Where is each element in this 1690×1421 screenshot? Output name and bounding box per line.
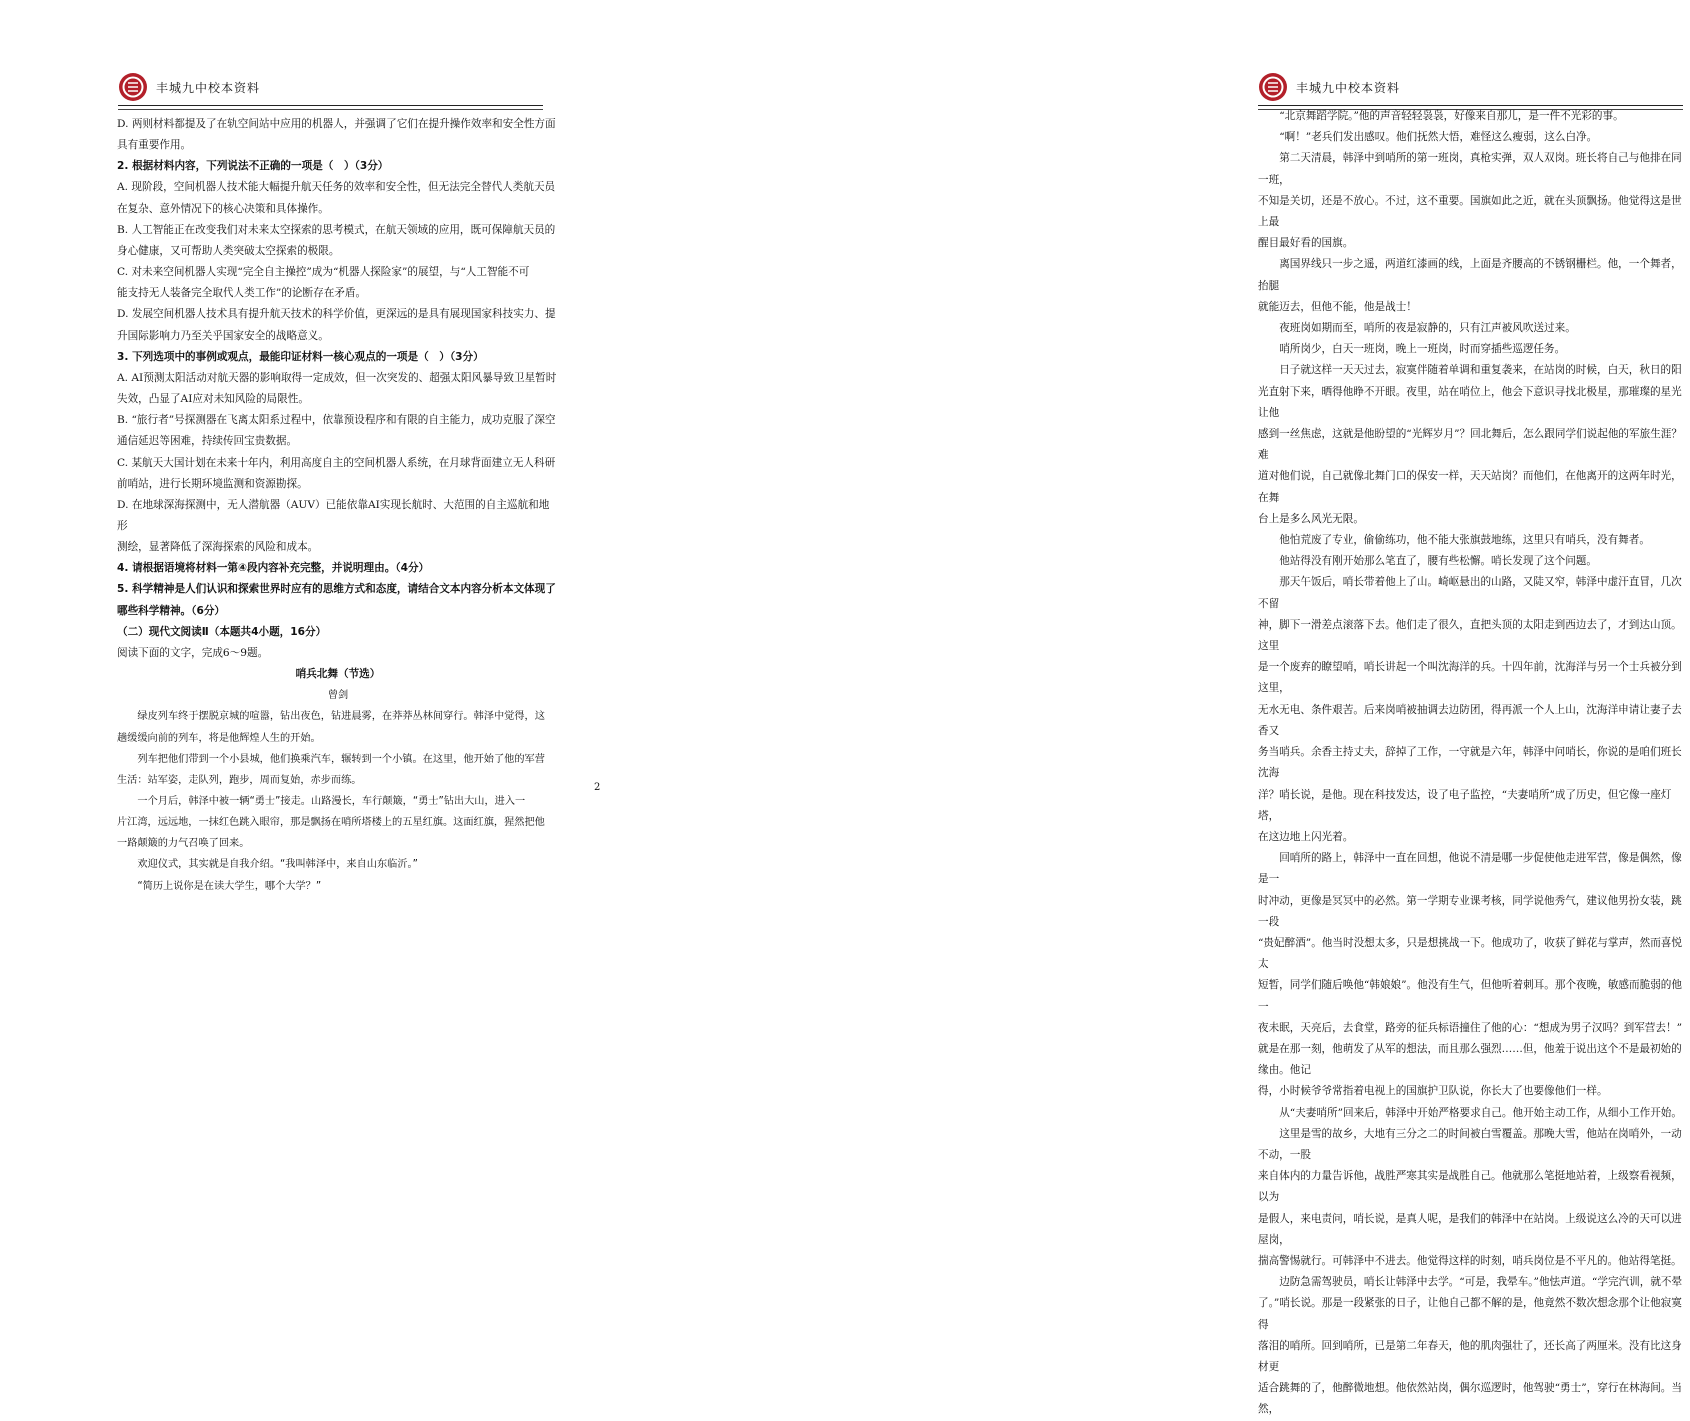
text-line: C. 某航天大国计划在未来十年内，利用高度自主的空间机器人系统，在月球背面建立无人科研 [117,456,556,469]
text-line: 就能迈去，但他不能，他是战士！ [1258,300,1417,313]
text-line: C. 对未来空间机器人实现“完全自主操控”成为“机器人探险家”的展望，与“人工智能不可 [117,266,530,279]
text-line: 测绘，显著降低了深海探索的风险和成本。 [117,541,319,554]
text-line: 感到一丝焦虑，这就是他盼望的“光辉岁月”？回北舞后，怎么跟同学们说起他的军旅生涯？难 [1258,428,1682,462]
text-line: 从“夫妻哨所”回来后，韩泽中开始严格要求自己。他开始主动工作，从细小工作开始。 [1279,1106,1682,1119]
text-line: B. 人工智能正在改变我们对未来太空探索的思考模式，在航天领域的应用，既可保障航天员的 [117,223,556,236]
left-page [0,0,600,892]
text-line: 回哨所的路上，韩泽中一直在回想，他说不清是哪一步促使他走进军营，像是偶然，像是一 [1258,852,1682,886]
text-line: “啊！”老兵们发出感叹。他们抚然大悟，难怪这么瘦弱，这么白净。 [1279,131,1598,144]
header-rule-thin [118,109,543,110]
page-number: 2 [594,782,601,793]
text-line: 揣高警惕就行。可韩泽中不进去。他觉得这样的时刻，哨兵岗位是不平凡的。他站得笔挺。 [1258,1254,1682,1267]
text-line: 务当哨兵。余香主持丈夫，辞掉了工作，一守就是六年，韩泽中问哨长，你说的是咱们班长沈海 [1258,746,1682,780]
text-line: 短暂，同学们随后唤他“韩娘娘”。他没有生气，但他听着刺耳。那个夜晚，敏感而脆弱的他一 [1258,979,1682,1013]
text-line: 2. 根据材料内容，下列说法不正确的一项是（ ）（3分） [117,160,389,173]
text-line: “简历上说你是在读大学生，哪个大学？” [137,880,322,892]
text-line: 欢迎仪式，其实就是自我介绍。“我叫韩泽中，来自山东临沂。” [137,859,418,871]
right-page-text [1258,106,1690,1421]
school-name: 丰城九中校本资料 [156,81,261,95]
text-line: 绿皮列车终于摆脱京城的喧嚣，钻出夜色，钻进晨雾，在莽莽丛林间穿行。韩泽中觉得，这 [137,711,545,723]
text-line: 日子就这样一天天过去，寂寞伴随着单调和重复袭来，在站岗的时候，白天，秋日的阳 [1279,364,1682,377]
text-line: 得，小时候爷爷常指着电视上的国旗护卫队说，你长大了也要像他们一样。 [1258,1085,1608,1098]
text-line: 道对他们说，自己就像北舞门口的保安一样，天天站岗？而他们，在他离开的这两年时光，在舞 [1258,470,1682,504]
text-line: 前哨站，进行长期环境监测和资源勘探。 [117,477,308,490]
text-line: 生活：站军姿，走队列，跑步，周而复始，赤步而练。 [117,774,362,786]
text-line: 边防急需驾驶员，哨长让韩泽中去学。“可是，我晕车。”他怯声道。“学完汽训，就不晕 [1279,1276,1683,1289]
text-line: 不知是关切，还是不放心。不过，这不重要。国旗如此之近，就在头顶飘扬。他觉得这是世上最 [1258,194,1682,229]
text-line: 这里是雪的故乡，大地有三分之二的时间被白雪覆盖。那晚大雪，他站在岗哨外，一动不动，一股 [1258,1127,1682,1161]
text-line: D. 发展空间机器人技术具有提升航天技术的科学价值，更深远的是具有展现国家科技实力、提 [117,308,556,321]
text-line: 来自体内的力量告诉他，战胜严寒其实是战胜自己。他就那么笔挺地站着，上级察看视频，以为 [1258,1170,1682,1204]
school-logo-icon [1258,72,1288,102]
text-line: 一个月后，韩泽中被一辆“勇士”接走。山路漫长，车行颠簸，“勇士”钻出大山，进入一 [137,796,526,807]
text-line: （二）现代文阅读Ⅱ（本题共4小题，16分） [117,625,327,638]
text-line: 阅读下面的文字，完成6～9题。 [117,646,269,659]
text-line: 离国界线只一步之遥，两道红漆画的线，上面是齐腰高的不锈钢栅栏。他，一个舞者，抬腿 [1258,258,1682,292]
text-line: 通信延迟等困难，持续传回宝贵数据。 [117,435,298,448]
text-line: 了。”哨长说。那是一段紧张的日子，让他自己都不解的是，他竟然不数次想念那个让他寂寞得 [1258,1297,1682,1331]
text-line: 4. 请根据语境将材料一第④段内容补充完整，并说明理由。（4分） [117,562,430,575]
text-line: 那天午饭后，哨长带着他上了山。崎岖悬出的山路，又陡又窄，韩泽中虚汗直冒，几次不留 [1258,576,1682,610]
text-line: 一路颠簸的力气召唤了回来。 [117,838,250,850]
text-line: 是假人，来电责问，哨长说，是真人呢，是我们的韩泽中在站岗。上级说这么冷的天可以进屋岗， [1258,1212,1682,1246]
text-line: 5. 科学精神是人们认识和探索世界时应有的思维方式和态度，请结合文本内容分析本文体现了 [117,583,556,596]
header-rule [118,105,543,106]
text-line: 能支持无人装备完全取代人类工作”的论断存在矛盾。 [117,287,367,300]
text-line: 哨所岗少，白天一班岗，晚上一班岗，时而穿插些巡逻任务。 [1279,343,1566,356]
text-line: 第二天清晨，韩泽中到哨所的第一班岗，真枪实弹，双人双岗。班长将自己与他排在同一班， [1258,152,1682,186]
text-line: 曾剑 [327,690,349,702]
text-line: 洋？哨长说，是他。现在科技发达，设了电子监控，“夫妻哨所”成了历史，但它像一座灯塔， [1258,788,1672,822]
text-line: “贵妃醉酒”。他当时没想太多，只是想挑战一下。他成功了，收获了鲜花与掌声，然而喜悦太 [1258,936,1682,971]
right-page [600,0,1683,1416]
text-line: 光直射下来，晒得他睁不开眼。夜里，站在哨位上，他会下意识寻找北极星，那璀璨的星光让他 [1258,385,1682,419]
text-line: 适合跳舞的了，他醉微地想。他依然站岗，偶尔巡逻时，他驾驶“勇士”，穿行在林海间。当然， [1258,1382,1682,1416]
text-line: B. “旅行者”号探测器在飞离太阳系过程中，依靠预设程序和有限的自主能力，成功克服了深空 [117,414,556,427]
text-line: 他怕荒废了专业，偷偷练功，他不能大张旗鼓地练，这里只有哨兵，没有舞者。 [1279,534,1650,547]
text-line: 哨兵北舞（节选） [295,668,381,681]
text-line: 列车把他们带到一个小县城，他们换乘汽车，辗转到一个小镇。在这里，他开始了他的军营 [137,753,545,765]
left-page-text [117,114,559,897]
text-line: 趟缓缓向前的列车，将是他辉煌人生的开始。 [117,732,321,744]
text-line: 神，脚下一滑差点滚落下去。他们走了很久，直把头顶的太阳走到西边去了，才到达山顶。这里 [1258,618,1682,653]
text-line: 身心健康，又可帮助人类突破太空探索的极限。 [117,244,340,257]
text-line: A. 现阶段，空间机器人技术能大幅提升航天任务的效率和安全性，但无法完全替代人类航天员 [117,181,556,194]
text-line: 是一个废弃的瞭望哨，哨长讲起一个叫沈海洋的兵。十四年前，沈海洋与另一个士兵被分到这里， [1258,661,1682,695]
text-line: D. 两则材料都提及了在轨空间站中应用的机器人，并强调了它们在提升操作效率和安全性方面 [117,118,556,130]
text-line: 升国际影响力乃至关乎国家安全的战略意义。 [117,329,329,342]
text-line: “北京舞蹈学院。”他的声音轻轻袅袅，好像来自那儿，是一件不光彩的事。 [1279,110,1624,122]
text-line: 落泪的哨所。回到哨所，已是第二年春天，他的肌肉强壮了，还长高了两厘米。没有比这身材更 [1258,1339,1682,1373]
page-header [118,72,543,104]
text-line: D. 在地球深海探测中，无人潜航器（AUV）已能依靠AI实现长航时、大范围的自主巡航和地形 [117,498,550,532]
text-line: 就是在那一刻，他萌发了从军的想法，而且那么强烈……但，他羞于说出这个不是最初始的缘由。他记 [1258,1042,1682,1077]
text-line: 在这边地上闪光着。 [1258,830,1354,843]
text-line: 他站得没有刚开始那么笔直了，腰有些松懈。哨长发现了这个问题。 [1279,555,1597,568]
page-header [1258,72,1683,104]
text-line: 无水无电、条件艰苦。后来岗哨被抽调去边防团，得再派一个人上山，沈海洋申请让妻子去香又 [1258,703,1682,737]
school-logo-icon [118,72,148,102]
text-line: 时冲动，更像是冥冥中的必然。第一学期专业课考核，同学说他秀气，建议他男扮女装，跳一段 [1258,894,1682,928]
text-line: 失效，凸显了AI应对未知风险的局限性。 [117,393,309,406]
text-line: 夜班岗如期而至，哨所的夜是寂静的，只有江声被风吹送过来。 [1279,322,1576,335]
text-line: 夜未眠，天亮后，去食堂，路旁的征兵标语撞住了他的心：“想成为男子汉吗？到军营去！” [1258,1021,1682,1034]
text-line: 片江湾，远远地，一抹红色跳入眼帘，那是飘扬在哨所塔楼上的五星红旗。这面红旗，猩然把他 [117,817,545,829]
text-line: 具有重要作用。 [117,139,192,152]
text-line: 台上是多么风光无限。 [1258,512,1364,525]
text-line: 3. 下列选项中的事例或观点，最能印证材料一核心观点的一项是（ ）（3分） [117,350,484,363]
text-line: A. AI预测太阳活动对航天器的影响取得一定成效，但一次突发的、超强太阳风暴导致卫星暂时 [117,371,557,384]
school-name: 丰城九中校本资料 [1296,81,1401,95]
text-line: 哪些科学精神。（6分） [117,604,226,617]
text-line: 醒目最好看的国旗。 [1258,237,1354,250]
text-line: 在复杂、意外情况下的核心决策和具体操作。 [117,202,329,215]
